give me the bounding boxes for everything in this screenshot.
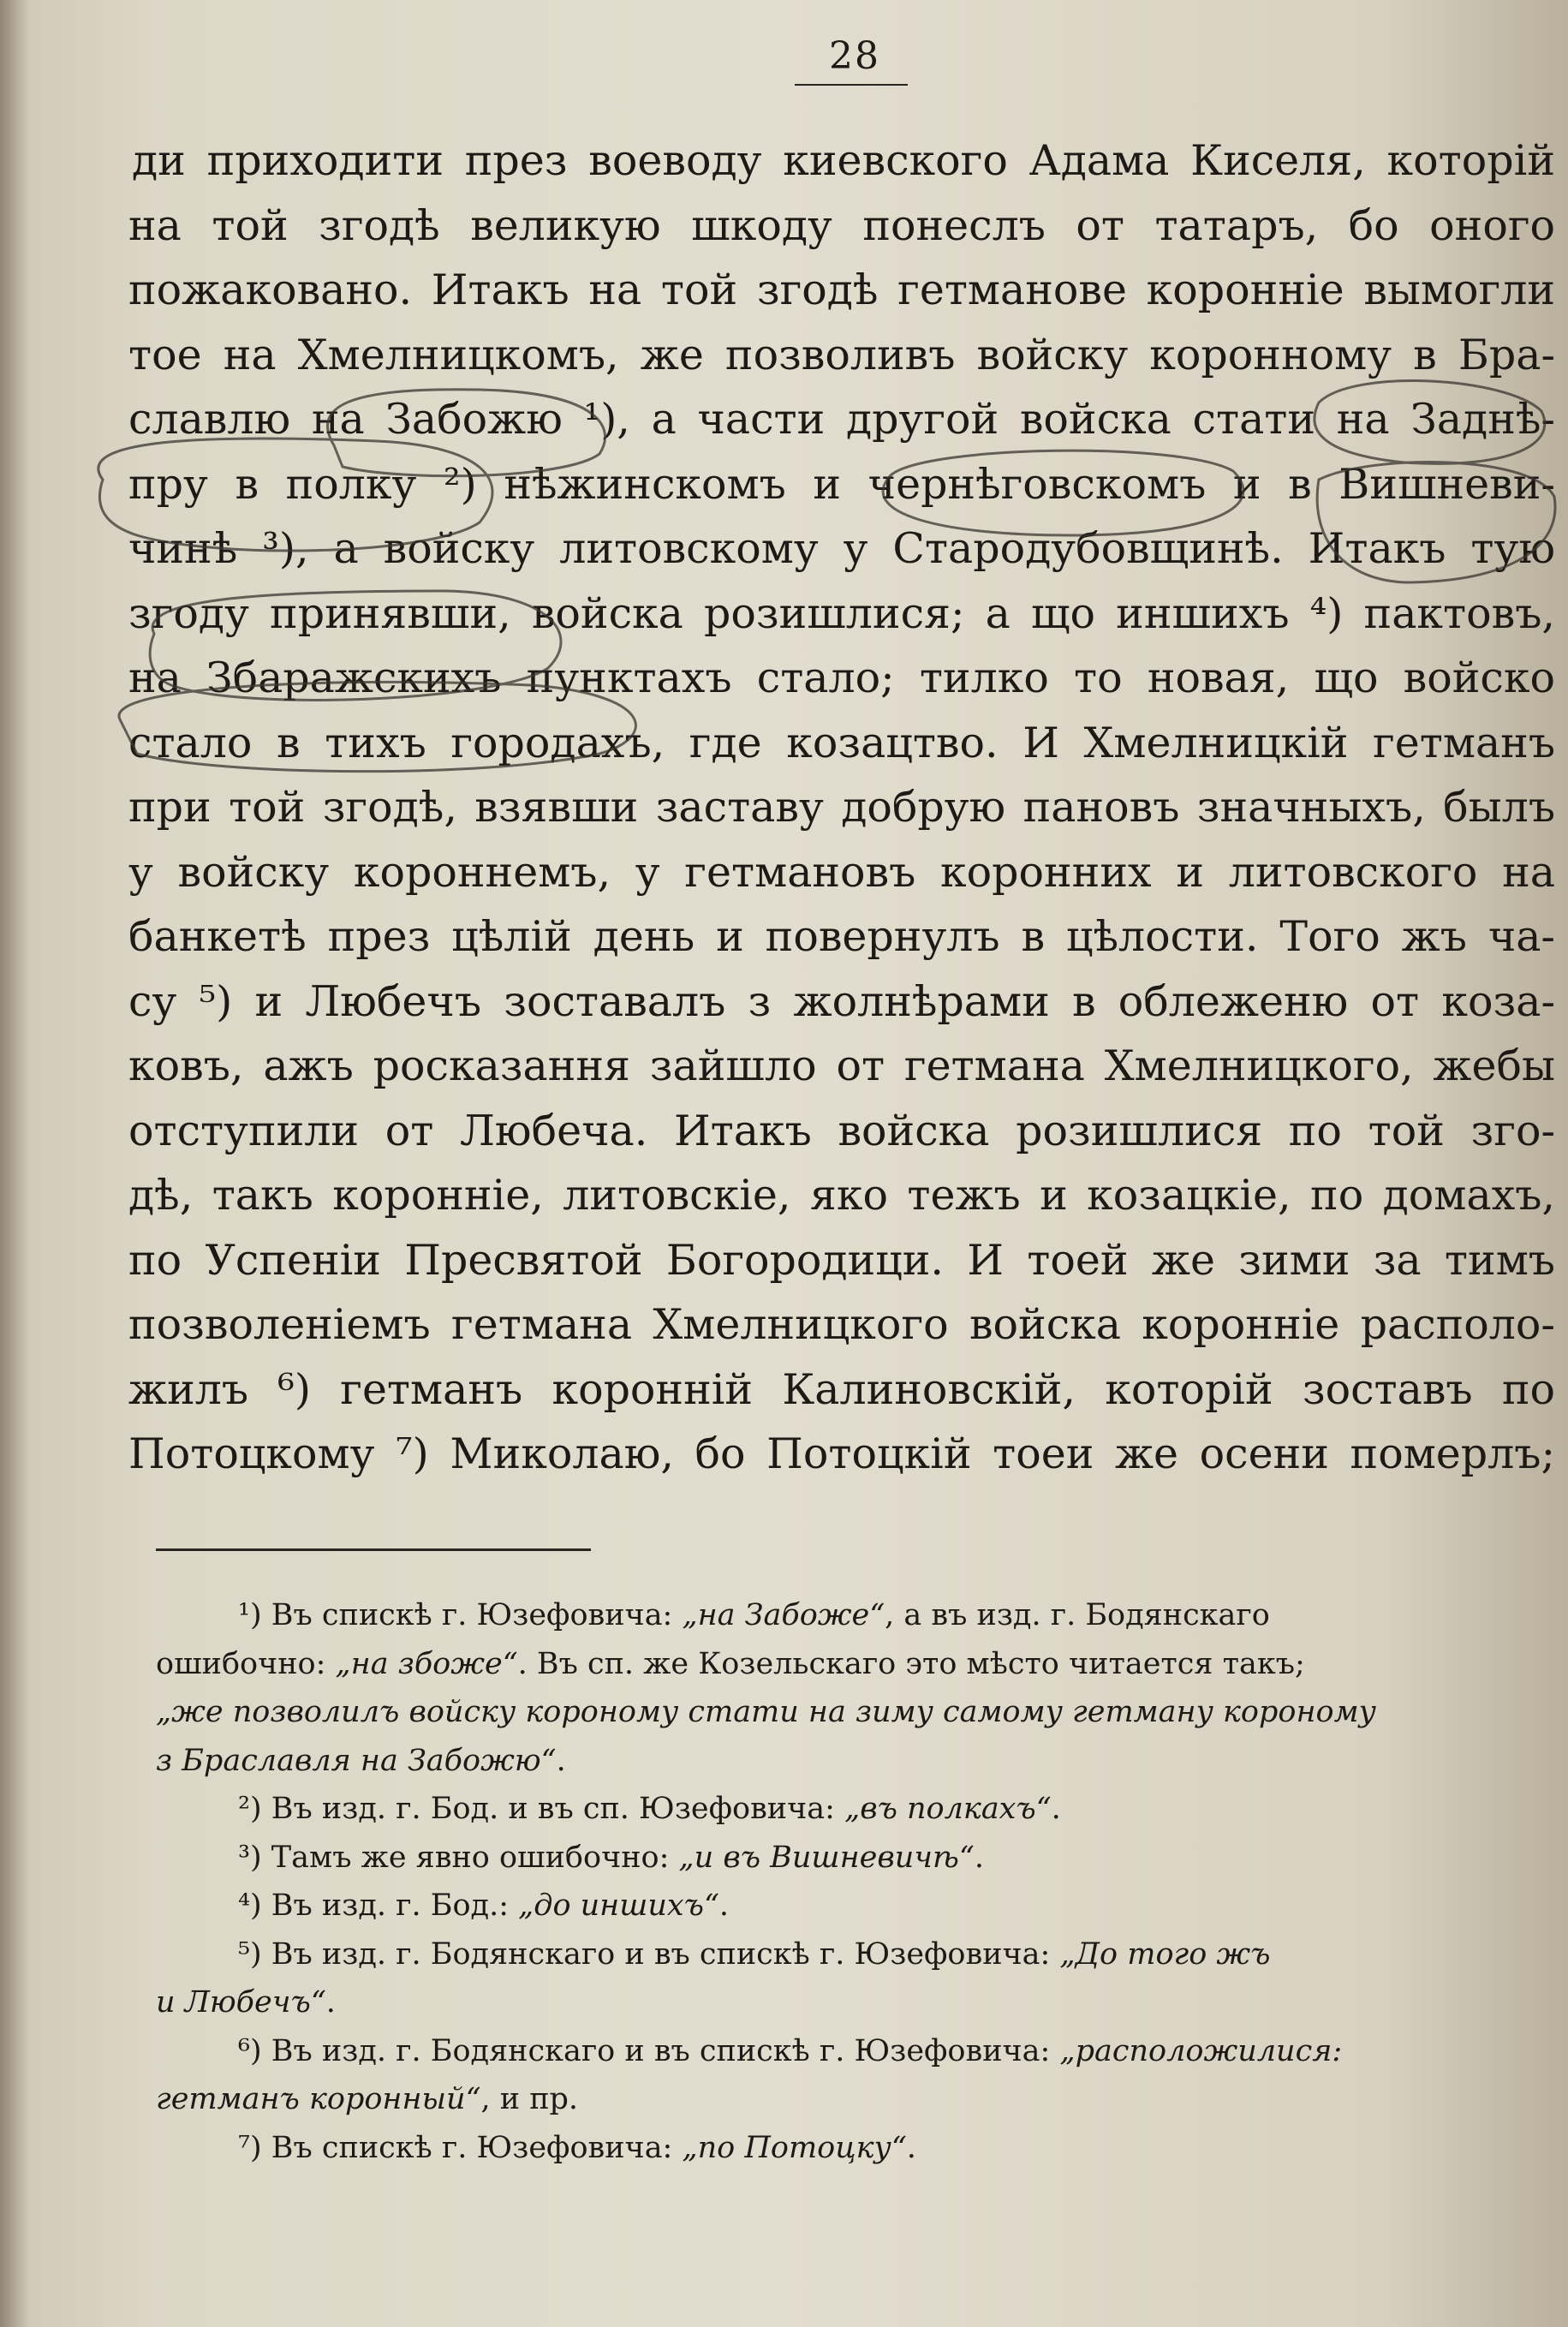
footnote-quote: гетманъ коронный“ bbox=[156, 2082, 481, 2116]
footnote-1-line-3 bbox=[156, 1688, 1557, 1737]
footnotes bbox=[156, 1591, 1557, 2172]
footnote-5-line-2: и Любечъ“. bbox=[156, 1985, 336, 2020]
footnote-text: , а въ изд. г. Бодянскаго bbox=[885, 1598, 1270, 1632]
footnote-quote: „До того жъ bbox=[1059, 1936, 1271, 1972]
body-line: пожаковано. Итакъ на той згодѣ гетманове коронніе вымогли bbox=[128, 266, 1555, 314]
footnote-text: ⁵) Въ изд. г. Бодянскаго и въ спискѣ г. Юзефовича: bbox=[238, 1936, 1060, 1972]
footnote-quote: и Любечъ“ bbox=[156, 1985, 326, 2020]
body-text bbox=[128, 128, 1555, 1487]
body-line: чинѣ ³), а войску литовскому у Стародубовщинѣ. Итакъ тую bbox=[128, 524, 1555, 573]
body-line: по Успеніи Пресвятой Богородици. И тоей же зими за тимъ bbox=[128, 1235, 1555, 1285]
footnote-1 bbox=[156, 1591, 1557, 1640]
footnote-quote: „въ полкахъ“ bbox=[844, 1792, 1052, 1826]
footnote-6-line-2 bbox=[156, 2075, 1557, 2124]
body-line: у войску короннемъ, у гетмановъ коронних и литовского на bbox=[128, 847, 1555, 897]
body-line: жилъ ⁶) гетманъ коронній Калиновскій, которій зоставъ по bbox=[128, 1364, 1555, 1414]
body-line: дѣ, такъ коронніе, литовскіе, яко тежъ и козацкіе, по домахъ, bbox=[128, 1171, 1555, 1220]
footnote-1-line-4: з Браславля на Забожю“. bbox=[156, 1743, 566, 1778]
footnote-5 bbox=[156, 1930, 1557, 1979]
footnote-text: . Въ сп. же Козельскаго это мѣсто читается такъ; bbox=[517, 1646, 1305, 1681]
footnote-7: ⁷) Въ спискѣ г. Юзефовича: „по Потоцку“. bbox=[238, 2130, 916, 2165]
footnote-quote: „на збоже“ bbox=[335, 1646, 518, 1681]
footnote-text: , и пр. bbox=[480, 2082, 579, 2116]
body-line: ковъ, ажъ росказання зайшло от гетмана Хмелницкого, жебы bbox=[128, 1041, 1555, 1090]
footnote-quote: „на Забоже“ bbox=[682, 1598, 885, 1632]
footnote-quote: „до иншихъ“ bbox=[518, 1888, 719, 1923]
body-line: пру в полку ²) нѣжинскомъ и чернѣговскомъ и в Вишневи- bbox=[128, 459, 1555, 509]
footnote-text: ⁴) Въ изд. г. Бод.: bbox=[238, 1888, 519, 1923]
body-line: на той згодѣ великую шкоду понеслъ от татаръ, бо оного bbox=[128, 200, 1555, 250]
footnote-text: ошибочно: bbox=[156, 1646, 336, 1681]
book-spine-shadow bbox=[0, 0, 29, 2327]
body-line: су ⁵) и Любечъ зоставалъ з жолнѣрами в облеженю от коза- bbox=[128, 976, 1555, 1026]
footnote-separator bbox=[156, 1548, 591, 1551]
body-line: стало в тихъ городахъ, где козацтво. И Хмелницкій гетманъ bbox=[128, 718, 1555, 767]
body-line: Потоцкому ⁷) Миколаю, бо Потоцкій тоеи же осени померлъ; bbox=[128, 1429, 1555, 1478]
body-line: позволеніемъ гетмана Хмелницкого войска коронніе располо- bbox=[128, 1300, 1555, 1349]
body-line: славлю на Забожю ¹), а части другой войска стати на Заднѣ- bbox=[128, 395, 1555, 444]
body-line: тое на Хмелницкомъ, же позволивъ войску коронному в Бра- bbox=[128, 330, 1555, 379]
footnote-quote: „по Потоцку“ bbox=[682, 2130, 907, 2165]
page-number-underline bbox=[795, 84, 908, 86]
body-line: отступили от Любеча. Итакъ войска розишлися по той зго- bbox=[128, 1106, 1555, 1155]
footnote-text: ³) Тамъ же явно ошибочно: bbox=[238, 1840, 679, 1875]
body-line: згоду принявши, войска розишлися; а що иншихъ ⁴) пактовъ, bbox=[128, 588, 1555, 638]
footnote-text: ²) Въ изд. г. Бод. и въ сп. Юзефовича: bbox=[238, 1792, 845, 1826]
footnote-1-line-2 bbox=[156, 1640, 1557, 1689]
body-line: на Збаражскихъ пунктахъ стало; тилко то новая, що войско bbox=[128, 653, 1555, 702]
body-line: ди приходити през воеводу киевского Адама Киселя, которій bbox=[132, 136, 1555, 185]
body-line: при той згодѣ, взявши заставу добрую пановъ значныхъ, былъ bbox=[128, 783, 1555, 832]
footnote-2: ²) Въ изд. г. Бод. и въ сп. Юзефовича: „въ полкахъ“. bbox=[238, 1792, 1061, 1826]
footnote-quote: „и въ Вишневичѣ“ bbox=[678, 1840, 975, 1875]
footnote-3: ³) Тамъ же явно ошибочно: „и въ Вишневичѣ“. bbox=[238, 1840, 984, 1875]
footnote-text: ⁷) Въ спискѣ г. Юзефовича: bbox=[238, 2130, 683, 2165]
footnote-text: ⁶) Въ изд. г. Бодянскаго и въ спискѣ г. Юзефовича: bbox=[238, 2033, 1060, 2068]
page-number: 28 bbox=[829, 34, 880, 78]
footnote-4: ⁴) Въ изд. г. Бод.: „до иншихъ“. bbox=[238, 1888, 730, 1923]
footnote-6 bbox=[156, 2027, 1557, 2076]
footnote-quote: „расположилися: bbox=[1059, 2033, 1343, 2068]
footnote-quote: „же позволилъ войску короному стати на зиму самому гетману короному bbox=[156, 1695, 1376, 1729]
footnote-text: ¹) Въ спискѣ г. Юзефовича: bbox=[238, 1598, 683, 1632]
footnote-quote: з Браславля на Забожю“ bbox=[156, 1743, 557, 1778]
body-line: банкетѣ през цѣлій день и повернулъ в цѣлости. Того жъ ча- bbox=[128, 912, 1555, 961]
